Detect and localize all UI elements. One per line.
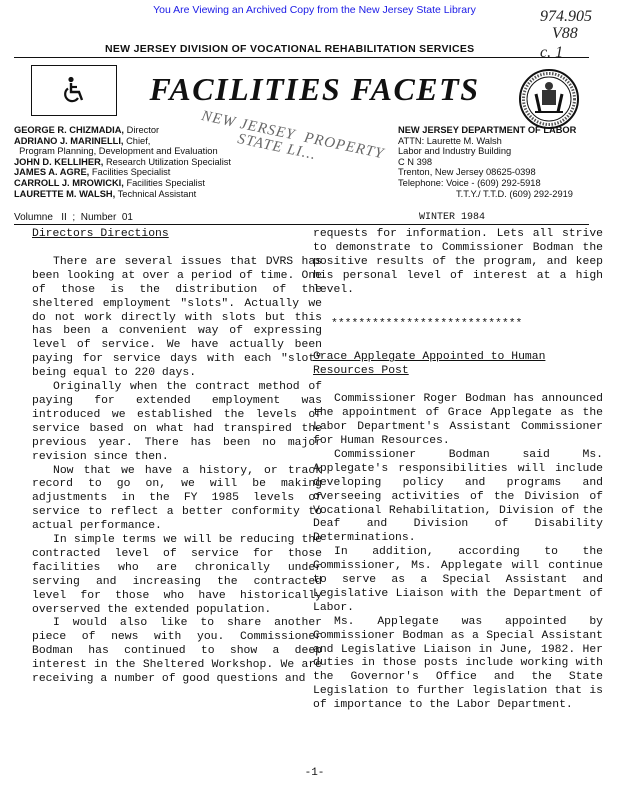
library-property-stamp: NEW JERSEY PROPERTY STATE LI... — [200, 107, 386, 164]
article-paragraph: Originally when the contract method of paying for extended employment was introduced we established the levels of service based on what had transpired the previous year. There has been no major revision since then. — [32, 381, 322, 463]
department-address — [398, 125, 618, 199]
department-telephone: Telephone: Voice - (609) 292-5918 — [398, 177, 541, 188]
department-name: NEW JERSEY DEPARTMENT OF LABOR — [398, 125, 577, 135]
separator-stars: **************************** — [331, 317, 523, 330]
handwritten-call-number: 974.905 — [540, 8, 592, 25]
staff-line: ADRIANO J. MARINELLI, Chief, — [14, 135, 151, 146]
article-paragraph: Now that we have a history, or track record to go on, we will be making adjustments in the FY 1985 levels of service to reflect a better conformity to actual performance. — [32, 464, 322, 533]
masthead-bottom-rule — [14, 224, 589, 225]
article-paragraph: Commissioner Bodman said Ms. Applegate's responsibilities will include developing policy and programs and overseeing activities of the Division of Vocational Rehabilitation, Division of the Deaf and Division of Disability Determinations. — [313, 448, 603, 545]
department-attn: ATTN: Laurette M. Walsh — [398, 135, 502, 146]
masthead-top-rule — [14, 57, 589, 58]
left-column — [32, 228, 322, 687]
article-paragraph: There are several issues that DVRS has been looking at over a period of time. One of those is the distribution of the sheltered employment "slots". Actually we do not work directly with slots but this has been a convenient way of expressing level of service. We have actually been paying for service days with each "slot" being equal to 220 days. — [32, 255, 322, 380]
department-city: Trenton, New Jersey 08625-0398 — [398, 167, 536, 178]
staff-line: JAMES A. AGRE, Facilities Specialist — [14, 167, 171, 178]
department-building: Labor and Industry Building — [398, 146, 512, 157]
agency-name: NEW JERSEY DIVISION OF VOCATIONAL REHABILITATION SERVICES — [105, 43, 475, 55]
article-paragraph: Ms. Applegate was appointed by Commissioner Bodman as a Special Assistant and Legislative Liaison in June, 1982. Her duties in those posts include working with the Governor's Office and the State Legislation to further legislation that is of importance to the Labor Department. — [313, 615, 603, 712]
staff-line: CARROLL J. MROWICKI, Facilities Specialist — [14, 177, 205, 188]
volume-number: Volumne II ; Number 01 — [14, 212, 133, 223]
handwritten-shelf-mark: V88 — [552, 25, 578, 42]
newsletter-title: FACILITIES FACETS — [149, 71, 480, 107]
right-column — [313, 228, 603, 713]
staff-line: JOHN D. KELLIHER, Research Utilization Specialist — [14, 156, 232, 167]
article-paragraph: In simple terms we will be reducing the contracted level of service for those facilities who are chronically under serving and increasing the contracted level for those who have historically overserved the extended population. — [32, 534, 322, 616]
staff-line: GEORGE R. CHIZMADIA, Director — [14, 125, 160, 135]
issue-season: WINTER 1984 — [419, 212, 486, 223]
article-paragraph: In addition, according to the Commissioner, Ms. Applegate will continue to serve as a Special Assistant and Legislative Liaison with the Department of Labor. — [313, 546, 603, 614]
article-heading: Directors Directions — [32, 228, 169, 240]
article-paragraph: I would also like to share another piece of news with you. Commissioner Bodman has continued to show a deep interest in the Sheltered Workshop. We are receiving a number of good questions and — [32, 617, 322, 686]
department-tty: T.T.Y./ T.T.D. (609) 292-2919 — [456, 188, 573, 199]
archive-banner: You Are Viewing an Archived Copy from the New Jersey State Library — [153, 4, 476, 16]
handwritten-copy-mark: c. 1 — [540, 44, 564, 61]
department-cn: C N 398 — [398, 156, 433, 167]
state-seal-icon — [518, 68, 580, 130]
staff-line: LAURETTE M. WALSH, Technical Assistant — [14, 188, 197, 199]
article-heading: Grace Applegate Appointed to Human Resources Post — [313, 351, 546, 378]
article-paragraph: Commissioner Roger Bodman has announced the appointment of Grace Applegate as the Labor Department's Assistant Commissioner for Human Resources. — [313, 393, 603, 447]
article-continuation: requests for information. Lets all strive to demonstrate to Commissioner Bodman the positive results of the program, and keep his personal level of interest at a high level. — [313, 228, 603, 296]
page-number: -1- — [304, 767, 325, 779]
staff-line: Program Planning, Development and Evaluation — [19, 146, 218, 157]
